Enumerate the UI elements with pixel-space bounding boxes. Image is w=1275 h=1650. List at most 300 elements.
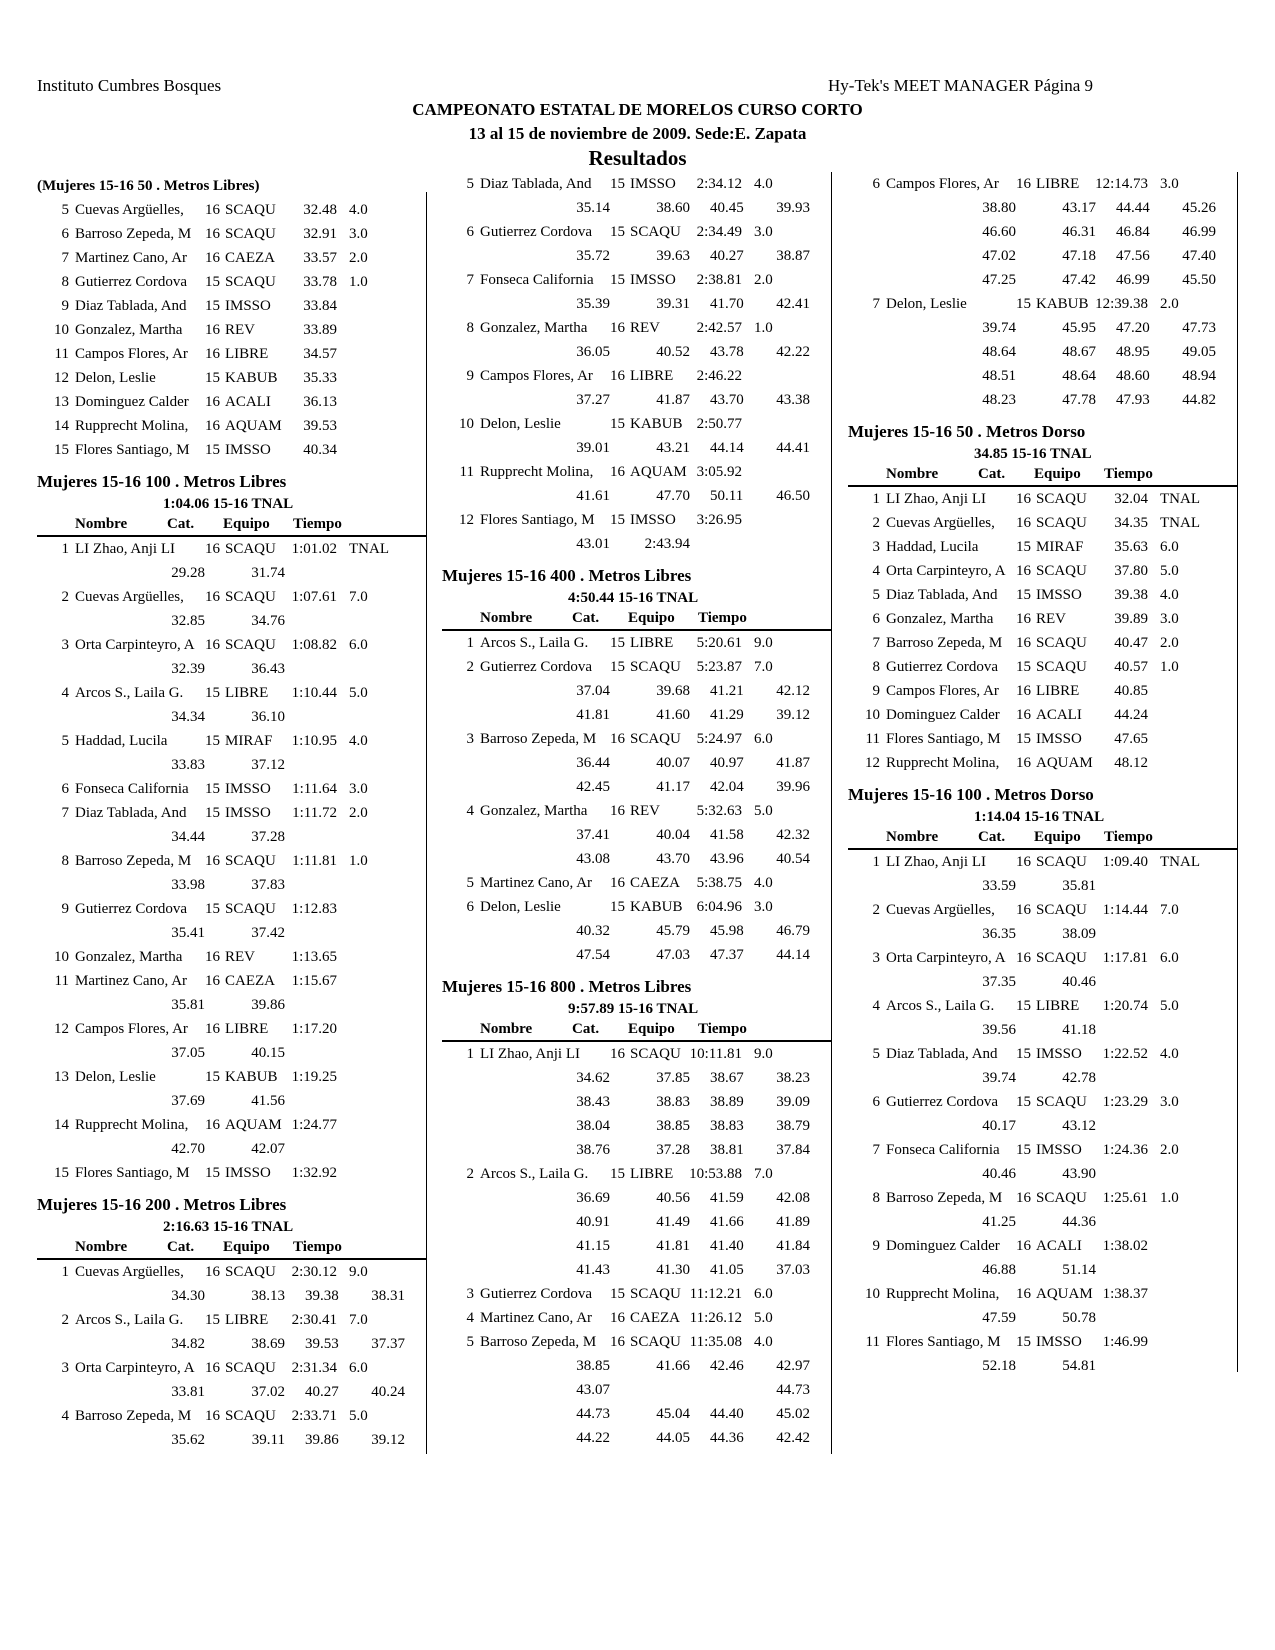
header-team: Equipo [628,1021,675,1037]
place: 6 [61,226,69,242]
split-time: 46.99 [1182,224,1216,240]
results-column-1 [37,172,427,1452]
final-time: 1:24.77 [291,1117,337,1133]
event-title: Mujeres 15-16 100 . Metros Dorso [848,785,1094,804]
age: 16 [205,418,220,434]
split-time: 44.73 [776,1382,810,1398]
split-time: 42.70 [171,1141,205,1157]
age: 16 [1016,611,1031,627]
team: SCAQU [630,731,681,747]
result-row [37,1260,427,1284]
split-time: 37.85 [656,1070,690,1086]
result-row [848,898,1238,922]
place: 13 [54,394,69,410]
place: 6 [466,224,474,240]
final-time: 2:34.49 [696,224,742,240]
split-time: 47.20 [1116,320,1150,336]
split-row [37,561,427,585]
age: 16 [1016,176,1031,192]
age: 16 [1016,1286,1031,1302]
final-time: 1:25.61 [1102,1190,1148,1206]
split-time: 42.32 [776,827,810,843]
header-name: Nombre [480,1021,533,1037]
final-time: 1:08.82 [291,637,337,653]
swimmer-name: Barroso Zepeda, M [480,1334,597,1350]
final-time: 1:24.36 [1102,1142,1148,1158]
split-time: 37.03 [776,1262,810,1278]
team: SCAQU [225,901,276,917]
split-time: 40.24 [371,1384,405,1400]
place: 7 [872,1142,880,1158]
split-time: 45.98 [710,923,744,939]
final-time: 10:53.88 [689,1166,742,1182]
place: 13 [54,1069,69,1085]
split-row [442,775,832,799]
swimmer-name: Diaz Tablada, And [75,805,187,821]
place: 2 [872,902,880,918]
team: AQUAM [225,418,282,434]
final-time: 40.47 [1114,635,1148,651]
split-time: 41.29 [710,707,744,723]
place: 15 [54,442,69,458]
split-time: 37.02 [251,1384,285,1400]
result-row [848,292,1238,316]
split-row [848,1258,1238,1282]
final-time: 11:26.12 [689,1310,742,1326]
team: SCAQU [225,541,276,557]
swimmer-name: Flores Santiago, M [886,1334,1001,1350]
team: KABUB [225,1069,278,1085]
result-row [848,1090,1238,1114]
result-row [442,364,832,388]
points: 4.0 [349,733,368,749]
place: 9 [872,683,880,699]
final-time: 40.85 [1114,683,1148,699]
split-time: 41.66 [656,1358,690,1374]
split-row [848,196,1238,220]
team: IMSSO [225,805,271,821]
place: 4 [466,803,474,819]
swimmer-name: Orta Carpinteyro, A [886,950,1006,966]
result-row [37,729,427,753]
split-time: 39.56 [982,1022,1016,1038]
split-time: 37.41 [576,827,610,843]
points: 9.0 [754,635,773,651]
split-time: 40.07 [656,755,690,771]
split-time: 44.14 [776,947,810,963]
swimmer-name: Delon, Leslie [75,370,156,386]
split-time: 42.97 [776,1358,810,1374]
event-title: Mujeres 15-16 50 . Metros Dorso [848,422,1086,441]
swimmer-name: Fonseca California [886,1142,1000,1158]
team: IMSSO [630,272,676,288]
split-time: 48.51 [982,368,1016,384]
split-time: 45.04 [656,1406,690,1422]
split-time: 34.44 [171,829,205,845]
result-row [37,390,427,414]
split-time: 47.02 [982,248,1016,264]
team: REV [630,803,660,819]
age: 15 [205,781,220,797]
final-time: 2:38.81 [696,272,742,288]
split-row [442,484,832,508]
final-time: 1:19.25 [291,1069,337,1085]
age: 16 [610,803,625,819]
split-time: 40.54 [776,851,810,867]
section-title: Resultados [588,146,687,170]
split-time: 38.85 [656,1118,690,1134]
age: 15 [205,733,220,749]
result-row [442,268,832,292]
place: 5 [466,176,474,192]
place: 1 [61,1264,69,1280]
swimmer-name: Orta Carpinteyro, A [75,637,195,653]
split-time: 37.04 [576,683,610,699]
swimmer-name: Diaz Tablada, And [75,298,187,314]
team: AQUAM [225,1117,282,1133]
age: 15 [1016,659,1031,675]
team: LIBRE [630,368,674,384]
header-cat: Cat. [978,829,1006,845]
split-time: 36.69 [576,1190,610,1206]
header-name: Nombre [886,829,939,845]
split-row [442,1066,832,1090]
split-time: 39.63 [656,248,690,264]
result-row [37,246,427,270]
place: 3 [61,637,69,653]
final-time: 40.57 [1114,659,1148,675]
split-row [37,1137,427,1161]
split-time: 38.79 [776,1118,810,1134]
split-time: 45.02 [776,1406,810,1422]
team: SCAQU [630,1046,681,1062]
place: 5 [872,587,880,603]
split-time: 45.79 [656,923,690,939]
swimmer-name: Gutierrez Cordova [480,224,593,240]
points: 6.0 [754,1286,773,1302]
split-time: 37.05 [171,1045,205,1061]
final-time: 47.65 [1114,731,1148,747]
split-time: 37.69 [171,1093,205,1109]
split-time: 46.84 [1116,224,1150,240]
team: MIRAF [1036,539,1084,555]
table-header [848,464,1238,487]
result-row [37,537,427,561]
swimmer-name: Arcos S., Laila G. [480,1166,589,1182]
points: 6.0 [1160,950,1179,966]
result-row [37,777,427,801]
split-time: 46.88 [982,1262,1016,1278]
split-row [37,657,427,681]
team: SCAQU [630,1334,681,1350]
split-time: 42.12 [776,683,810,699]
split-time: 40.46 [1062,974,1096,990]
split-time: 41.66 [710,1214,744,1230]
final-time: 35.33 [303,370,337,386]
age: 16 [205,226,220,242]
split-time: 36.44 [576,755,610,771]
swimmer-name: Rupprecht Molina, [75,1117,189,1133]
place: 4 [872,998,880,1014]
result-row [37,1356,427,1380]
result-row [442,655,832,679]
team: IMSSO [225,1165,271,1181]
split-time: 48.94 [1182,368,1216,384]
split-time: 47.25 [982,272,1016,288]
split-time: 37.28 [251,829,285,845]
points: 4.0 [754,875,773,891]
place: 6 [872,176,880,192]
place: 5 [466,1334,474,1350]
table-header [37,1237,427,1260]
result-row [37,1161,427,1185]
final-time: 39.38 [1114,587,1148,603]
result-row [37,945,427,969]
split-time: 41.15 [576,1238,610,1254]
swimmer-name: Haddad, Lucila [75,733,168,749]
age: 15 [205,274,220,290]
swimmer-name: Cuevas Argüelles, [75,589,184,605]
result-row [848,511,1238,535]
final-time: 1:11.64 [292,781,337,797]
final-time: 1:38.37 [1102,1286,1148,1302]
points: 5.0 [349,1408,368,1424]
place: 7 [61,805,69,821]
split-time: 40.15 [251,1045,285,1061]
place: 10 [865,1286,880,1302]
split-time: 42.08 [776,1190,810,1206]
swimmer-name: Cuevas Argüelles, [75,202,184,218]
points: 7.0 [754,1166,773,1182]
team: SCAQU [1036,950,1087,966]
place: 11 [865,731,880,747]
place: 3 [61,1360,69,1376]
result-row [848,655,1238,679]
final-time: 1:09.40 [1102,854,1148,870]
final-time: 1:22.52 [1102,1046,1148,1062]
points: TNAL [349,541,389,557]
swimmer-name: LI Zhao, Anji LI [886,854,986,870]
team: IMSSO [1036,731,1082,747]
age: 16 [205,637,220,653]
team: IMSSO [1036,1142,1082,1158]
split-time: 46.31 [1062,224,1096,240]
age: 15 [610,659,625,675]
age: 15 [205,370,220,386]
team: SCAQU [225,1408,276,1424]
age: 15 [205,1069,220,1085]
final-time: 5:38.75 [696,875,742,891]
split-row [37,609,427,633]
swimmer-name: Cuevas Argüelles, [75,1264,184,1280]
split-time: 37.84 [776,1142,810,1158]
header-cat: Cat. [572,610,600,626]
final-time: 5:24.97 [696,731,742,747]
final-time: 1:23.29 [1102,1094,1148,1110]
swimmer-name: Martinez Cano, Ar [75,250,188,266]
split-time: 39.12 [776,707,810,723]
split-time: 38.09 [1062,926,1096,942]
age: 16 [205,346,220,362]
split-time: 37.42 [251,925,285,941]
split-time: 39.12 [371,1432,405,1448]
swimmer-name: Martinez Cano, Ar [480,1310,593,1326]
place: 8 [466,320,474,336]
split-time: 44.41 [776,440,810,456]
age: 16 [1016,707,1031,723]
split-time: 42.07 [251,1141,285,1157]
age: 16 [1016,683,1031,699]
split-row [442,1138,832,1162]
split-time: 47.93 [1116,392,1150,408]
header-name: Nombre [886,466,939,482]
points: 9.0 [349,1264,368,1280]
results-column-3 [848,172,1238,1378]
split-row [37,921,427,945]
points: 4.0 [1160,587,1179,603]
split-time: 36.10 [251,709,285,725]
final-time: 1:15.67 [291,973,337,989]
final-time: 11:35.08 [689,1334,742,1350]
split-time: 35.41 [171,925,205,941]
team: IMSSO [630,176,676,192]
split-row [442,292,832,316]
result-row [442,1282,832,1306]
split-time: 48.64 [1062,368,1096,384]
split-time: 42.04 [710,779,744,795]
split-row [848,874,1238,898]
age: 16 [1016,755,1031,771]
place: 3 [872,539,880,555]
final-time: 39.89 [1114,611,1148,627]
team: SCAQU [225,226,276,242]
result-row [848,1330,1238,1354]
final-time: 32.91 [303,226,337,242]
team: CAEZA [225,973,275,989]
team: SCAQU [225,1360,276,1376]
team: AQUAM [1036,1286,1093,1302]
split-time: 49.05 [1182,344,1216,360]
event-title: Mujeres 15-16 100 . Metros Libres [37,472,287,491]
event-record: 4:50.44 15-16 TNAL [568,590,699,606]
split-time: 41.56 [251,1093,285,1109]
swimmer-name: Gutierrez Cordova [886,659,999,675]
final-time: 44.24 [1114,707,1148,723]
team: SCAQU [225,853,276,869]
points: 1.0 [754,320,773,336]
result-row [442,1042,832,1066]
swimmer-name: Gutierrez Cordova [480,1286,593,1302]
age: 16 [205,322,220,338]
team: SCAQU [225,202,276,218]
team: LIBRE [1036,683,1080,699]
place: 7 [872,635,880,651]
points: 3.0 [1160,1094,1179,1110]
split-time: 40.52 [656,344,690,360]
swimmer-name: Diaz Tablada, And [886,1046,998,1062]
place: 10 [865,707,880,723]
place: 10 [54,322,69,338]
age: 16 [610,875,625,891]
split-row [442,1378,832,1402]
team: SCAQU [225,274,276,290]
place: 8 [61,274,69,290]
swimmer-name: Campos Flores, Ar [886,176,999,192]
final-time: 1:13.65 [291,949,337,965]
age: 16 [610,1334,625,1350]
place: 3 [466,1286,474,1302]
final-time: 3:05.92 [696,464,742,480]
split-time: 43.70 [710,392,744,408]
split-row [442,244,832,268]
team: SCAQU [1036,854,1087,870]
age: 16 [205,1360,220,1376]
split-time: 39.86 [305,1432,339,1448]
age: 15 [1016,1142,1031,1158]
split-time: 38.43 [576,1094,610,1110]
final-time: 6:04.96 [696,899,742,915]
age: 16 [205,1264,220,1280]
split-time: 40.56 [656,1190,690,1206]
split-time: 32.39 [171,661,205,677]
place: 2 [466,659,474,675]
final-time: 37.80 [1114,563,1148,579]
split-time: 41.17 [656,779,690,795]
place: 10 [459,416,474,432]
split-time: 41.43 [576,1262,610,1278]
swimmer-name: Rupprecht Molina, [886,755,1000,771]
age: 15 [205,685,220,701]
result-row [37,585,427,609]
split-time: 42.22 [776,344,810,360]
table-header [442,1019,832,1042]
age: 16 [205,202,220,218]
place: 5 [872,1046,880,1062]
split-time: 47.73 [1182,320,1216,336]
points: 4.0 [349,202,368,218]
team: ACALI [1036,1238,1082,1254]
split-row [442,943,832,967]
split-time: 43.96 [710,851,744,867]
final-time: 1:20.74 [1102,998,1148,1014]
split-time: 41.70 [710,296,744,312]
place: 14 [54,418,69,434]
final-time: 3:26.95 [696,512,742,528]
split-time: 45.26 [1182,200,1216,216]
swimmer-name: Campos Flores, Ar [75,346,188,362]
split-time: 44.82 [1182,392,1216,408]
split-time: 38.83 [656,1094,690,1110]
swimmer-name: Rupprecht Molina, [480,464,594,480]
result-row [37,366,427,390]
points: 3.0 [349,781,368,797]
split-time: 39.09 [776,1094,810,1110]
split-row [442,1210,832,1234]
team: REV [225,322,255,338]
swimmer-name: Flores Santiago, M [75,442,190,458]
points: 2.0 [349,805,368,821]
age: 16 [1016,1190,1031,1206]
split-time: 40.27 [710,248,744,264]
swimmer-name: Flores Santiago, M [886,731,1001,747]
split-time: 43.90 [1062,1166,1096,1182]
team: KABUB [630,416,683,432]
split-time: 47.70 [656,488,690,504]
final-time: 5:23.87 [696,659,742,675]
result-row [37,897,427,921]
swimmer-name: Arcos S., Laila G. [886,998,995,1014]
split-time: 47.56 [1116,248,1150,264]
